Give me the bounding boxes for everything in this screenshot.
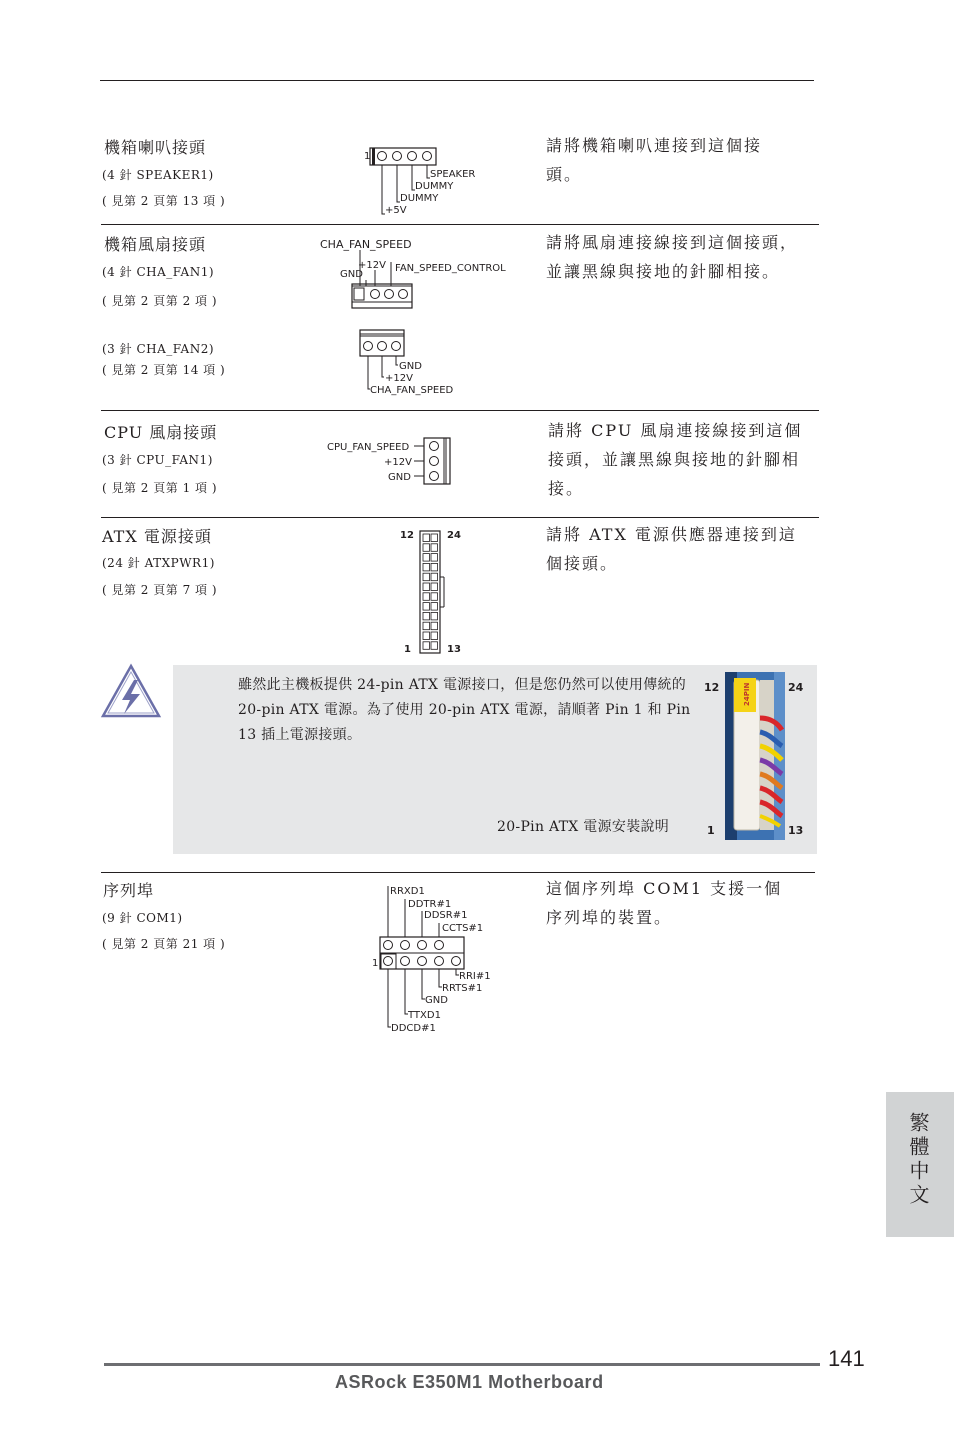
language-tab xyxy=(886,1092,954,1237)
chafan2-label-12v: +12V xyxy=(385,373,413,384)
divider-2 xyxy=(101,410,819,411)
serial-pin-one: 1 xyxy=(372,958,379,969)
chafan1-label-control: FAN_SPEED_CONTROL xyxy=(395,263,506,274)
photo-label-24: 24 xyxy=(788,681,804,694)
atx-pin xyxy=(423,534,430,542)
atx-pin xyxy=(431,563,438,571)
chafan2-pins: (3 針 CHA_FAN2) xyxy=(102,342,215,356)
chafan2-label-gnd: GND xyxy=(399,361,422,372)
atx-pin xyxy=(423,603,430,611)
speaker-ref: ( 見第 2 頁第 13 項 ) xyxy=(102,194,226,208)
atx-label-24: 24 xyxy=(447,530,461,541)
divider-3 xyxy=(101,517,819,518)
serial-pin xyxy=(435,957,444,966)
serial-label-ddcd1: DDCD#1 xyxy=(391,1023,436,1034)
language-tab-label: 繁體中文 xyxy=(906,1112,930,1208)
chafan2-label-speed: CHA_FAN_SPEED xyxy=(370,385,454,396)
atx-pin-grid xyxy=(423,534,438,649)
cpufan-pins: (3 針 CPU_FAN1) xyxy=(102,453,213,467)
atx-pin xyxy=(431,622,438,630)
warning-icon xyxy=(100,662,162,720)
atx-pin xyxy=(431,544,438,552)
atx-photo xyxy=(700,670,808,842)
serial-pins: (9 針 COM1) xyxy=(102,911,183,925)
cpufan-diagram xyxy=(324,436,459,486)
serial-label-gnd: GND xyxy=(425,995,448,1006)
chafan2-diagram xyxy=(356,326,466,398)
serial-title: 序列埠 xyxy=(103,881,155,900)
atx-pin xyxy=(431,573,438,581)
serial-pin xyxy=(418,957,427,966)
atx-pins: (24 針 ATXPWR1) xyxy=(102,556,215,570)
chafan1-label-speed: CHA_FAN_SPEED xyxy=(320,238,412,251)
serial-pin xyxy=(401,957,410,966)
cpufan-ref: ( 見第 2 頁第 1 項 ) xyxy=(102,481,218,495)
atx-pin xyxy=(423,632,430,640)
speaker-desc: 請將機箱喇叭連接到這個接頭。 xyxy=(546,136,763,184)
atx-pin xyxy=(431,583,438,591)
speaker-pins: (4 針 SPEAKER1) xyxy=(102,168,214,182)
serial-ref: ( 見第 2 頁第 21 項 ) xyxy=(102,937,226,951)
atx-pin xyxy=(423,593,430,601)
atx-pin xyxy=(423,642,430,650)
chafan1-label-gnd: GND xyxy=(340,269,363,280)
speaker-title: 機箱喇叭接頭 xyxy=(104,138,207,157)
speaker-diagram xyxy=(362,143,492,218)
atx-title: ATX 電源接頭 xyxy=(102,527,212,546)
atx-pin xyxy=(423,583,430,591)
footer-product: ASRock E350M1 Motherboard xyxy=(335,1372,604,1392)
cpufan-label-speed: CPU_FAN_SPEED xyxy=(327,442,410,453)
atx-ref: ( 見第 2 頁第 7 項 ) xyxy=(102,583,218,597)
speaker-label-dummy1: DUMMY xyxy=(415,181,454,192)
serial-pin xyxy=(401,941,410,950)
serial-pin xyxy=(452,957,461,966)
serial-label-rri1: RRI#1 xyxy=(459,971,491,982)
atx-pin xyxy=(423,612,430,620)
photo-tag: 24PIN xyxy=(743,682,751,706)
serial-label-ddsr1: DDSR#1 xyxy=(424,910,468,921)
speaker-label-dummy2: DUMMY xyxy=(400,193,439,204)
chafan2-ref: ( 見第 2 頁第 14 項 ) xyxy=(102,363,226,377)
serial-desc: 這個序列埠 COM1 支援一個序列埠的裝置。 xyxy=(546,879,783,927)
chafan-title: 機箱風扇接頭 xyxy=(104,235,207,254)
serial-diagram xyxy=(366,880,506,1035)
cpufan-label-12v: +12V xyxy=(384,457,412,468)
note-text: 雖然此主機板提供 24-pin ATX 電源接口，但是您仍然可以使用傳統的 20-pin ATX 電源。為了使用 20-pin ATX 電源，請順著 Pin 1 和 Pin 13 插上電源接頭。 xyxy=(238,677,691,743)
atx-pin xyxy=(431,603,438,611)
atx-pin xyxy=(431,593,438,601)
serial-label-rrxd1: RRXD1 xyxy=(390,886,425,897)
atx-pin xyxy=(423,573,430,581)
atx-pin xyxy=(423,544,430,552)
atx-pin xyxy=(431,632,438,640)
serial-label-rrts1: RRTS#1 xyxy=(442,983,483,994)
footer-rule xyxy=(104,1363,820,1366)
chafan1-label-12v: +12V xyxy=(358,260,386,271)
cpufan-label-gnd: GND xyxy=(388,472,411,483)
divider-4 xyxy=(101,872,815,873)
serial-pin xyxy=(418,941,427,950)
serial-pin xyxy=(384,941,393,950)
chafan1-diagram xyxy=(318,236,523,311)
atx-pin xyxy=(431,554,438,562)
atx-label-12: 12 xyxy=(400,530,414,541)
serial-pin xyxy=(384,957,393,966)
atx-pin xyxy=(423,554,430,562)
chafan-desc: 請將風扇連接線接到這個接頭，並讓黑線與接地的針腳相接。 xyxy=(546,233,799,281)
chafan-pins: (4 針 CHA_FAN1) xyxy=(102,265,215,279)
photo-label-13: 13 xyxy=(788,824,804,837)
chafan-ref: ( 見第 2 頁第 2 項 ) xyxy=(102,294,218,308)
cpufan-title: CPU 風扇接頭 xyxy=(104,423,218,442)
divider-1 xyxy=(101,224,819,225)
speaker-pin-one: 1 xyxy=(364,151,371,162)
serial-label-ccts1: CCTS#1 xyxy=(442,923,484,934)
serial-label-ddtr1: DDTR#1 xyxy=(408,899,452,910)
speaker-label-5v: +5V xyxy=(385,205,407,216)
atx-diagram xyxy=(396,525,466,657)
atx-label-1: 1 xyxy=(404,644,411,655)
atx-desc: 請將 ATX 電源供應器連接到這個接頭。 xyxy=(546,525,797,573)
serial-pin xyxy=(435,941,444,950)
speaker-label-speaker: SPEAKER xyxy=(430,169,476,180)
atx-pin xyxy=(423,622,430,630)
atx-pin xyxy=(423,563,430,571)
atx-pin xyxy=(431,642,438,650)
note-caption: 20-Pin ATX 電源安裝說明 xyxy=(497,819,670,835)
atx-pin xyxy=(431,612,438,620)
cpufan-desc: 請將 CPU 風扇連接線接到這個接頭，並讓黑線與接地的針腳相接。 xyxy=(548,421,803,498)
atx-pin xyxy=(431,534,438,542)
photo-label-1: 1 xyxy=(707,824,715,837)
page-number: 141 xyxy=(828,1346,865,1371)
serial-label-ttxd1: TTXD1 xyxy=(408,1010,441,1021)
photo-label-12: 12 xyxy=(704,681,720,694)
atx-label-13: 13 xyxy=(447,644,461,655)
top-rule xyxy=(100,80,814,81)
